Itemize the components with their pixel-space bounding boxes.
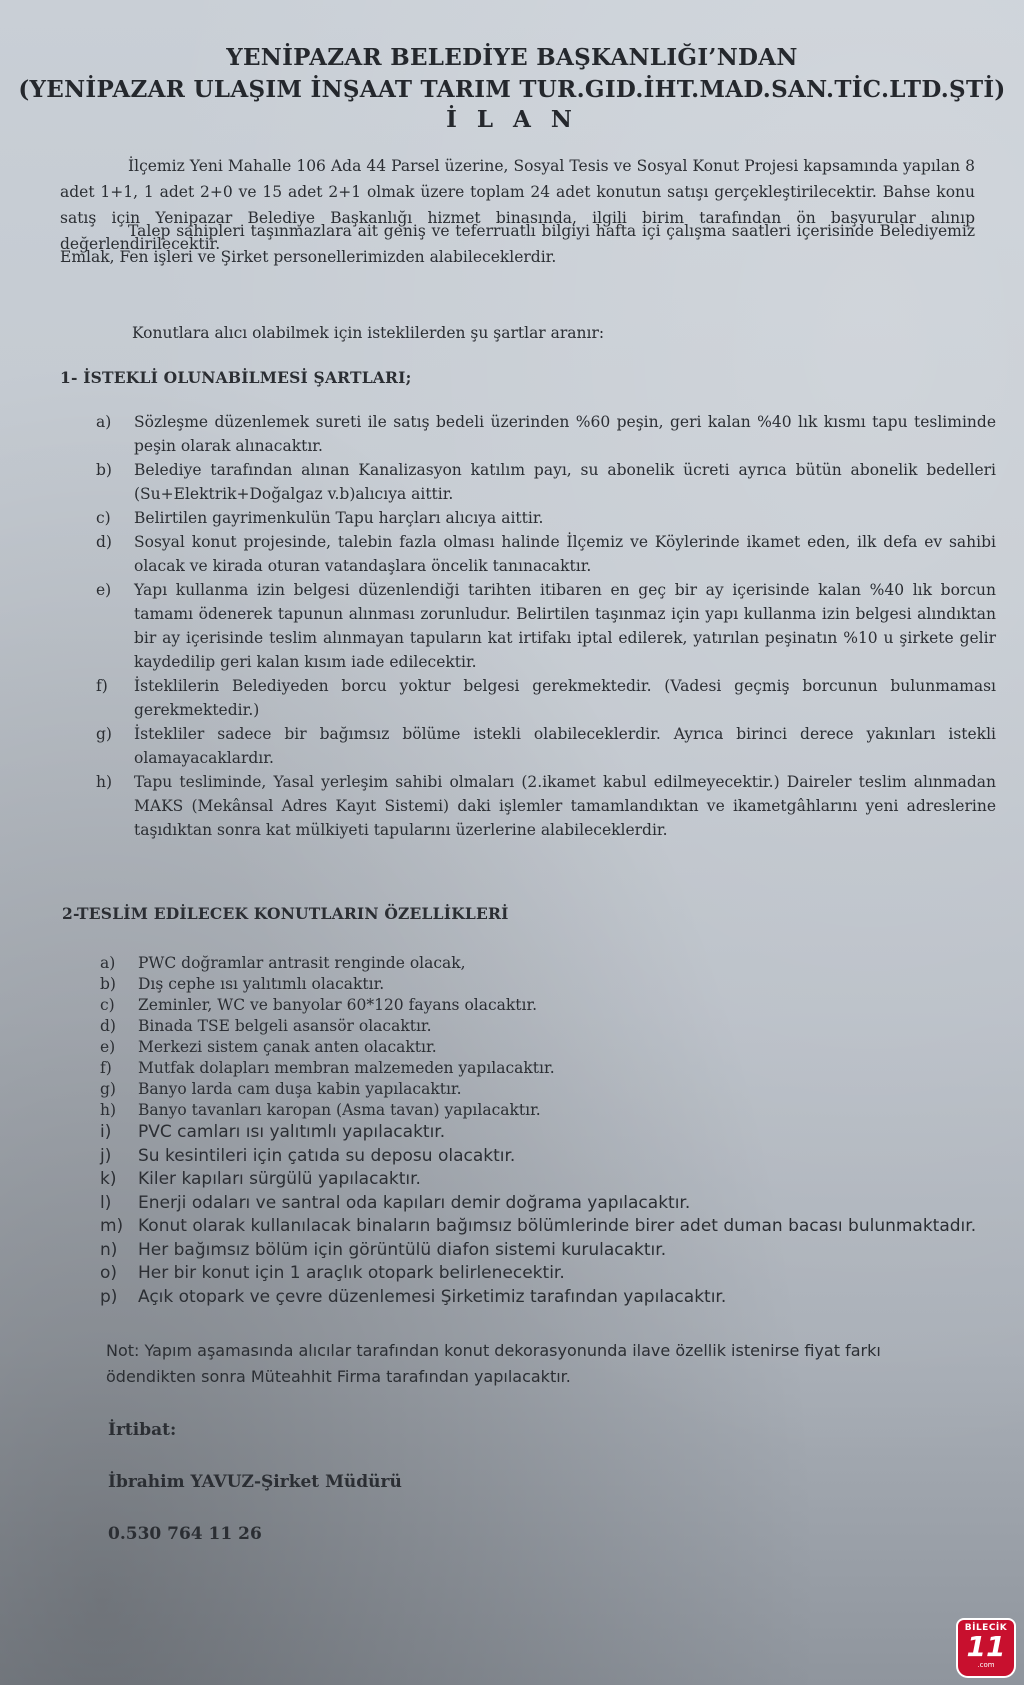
list-marker: d) — [100, 1017, 116, 1035]
note-paragraph: Not: Yapım aşamasında alıcılar tarafından konut dekorasyonunda ilave özellik istenirse fiyat farkı ödendikten sonra Müteahhit Firma tarafından yapılacaktır. — [106, 1341, 881, 1386]
contact-person: İbrahim YAVUZ-Şirket Müdürü — [108, 1472, 402, 1492]
list-text: Tapu tesliminde, Yasal yerleşim sahibi olmaları (2.ikamet kabul edilmeyecektir.) Daireler teslim alınmadan MAKS (Mekânsal Adres Kayıt Sistemi) daki işlemler tamamlandıktan ve ikametgâhlarını yeni adreslerine taşıdıktan sonra kat mülkiyeti tapularını üzerlerine alabileceklerdir. — [134, 773, 996, 839]
list-item — [96, 578, 996, 674]
list-text: Dış cephe ısı yalıtımlı olacaktır. — [138, 975, 385, 993]
list-text: Mutfak dolapları membran malzemeden yapılacaktır. — [138, 1059, 555, 1077]
list-marker: a) — [100, 954, 116, 972]
list-text: Her bir konut için 1 araçlık otopark belirlenecektir. — [138, 1263, 565, 1283]
list-marker: g) — [96, 725, 112, 743]
list-item — [100, 1215, 1000, 1239]
list-marker: d) — [96, 533, 112, 551]
list-text: Açık otopark ve çevre düzenlemesi Şirketimiz tarafından yapılacaktır. — [138, 1286, 727, 1307]
list-item — [100, 1100, 1000, 1121]
list-item — [100, 1145, 1000, 1169]
list-marker: b) — [96, 461, 112, 479]
intro-paragraph-1: İlçemiz Yeni Mahalle 106 Ada 44 Parsel üzerine, Sosyal Tesis ve Sosyal Konut Projesi kapsamında yapılan 8 adet 1+1, 1 adet 2+0 ve 15 adet 2+1 olmak üzere toplam 24 adet konutun satışı gerçekleştirilecektir. Bahse konu satış için Yenipazar Belediye Başkanlığı hizmet binasında, ilgili birim tarafından ön başvurular alınıp değerlendirilecektir. — [60, 157, 975, 253]
list-item — [100, 1037, 1000, 1058]
list-item — [96, 770, 996, 842]
list-item — [96, 674, 996, 722]
list-marker: g) — [100, 1080, 116, 1098]
list-marker: n) — [100, 1239, 118, 1260]
list-text: Sosyal konut projesinde, talebin fazla olması halinde İlçemiz ve Köylerinde ikamet eden, ilk defa ev sahibi olacak ve kirada oturan vatandaşlara öncelik tanınacaktır. — [134, 533, 996, 575]
list-marker: b) — [100, 975, 116, 993]
list-marker: f) — [96, 677, 108, 695]
logo-number: 11 — [966, 1630, 1006, 1663]
intro-paragraph-2: Talep sahipleri taşınmazlara ait geniş ve teferruatlı bilgiyi hafta içi çalışma saatleri içerisinde Belediyemiz Emlak, Fen işleri ve Şirket personellerimizden alabileceklerdir. — [60, 222, 975, 266]
list-item — [100, 1168, 1000, 1192]
list-marker: a) — [96, 413, 112, 431]
list-marker: j) — [100, 1145, 112, 1166]
section-1-title: 1- İSTEKLİ OLUNABİLMESİ ŞARTLARI; — [60, 368, 412, 387]
list-item — [100, 953, 1000, 974]
list-text: İstekliler sadece bir bağımsız bölüme istekli olabileceklerdir. Ayrıca birinci derece yakınları istekli olamayacaklardır. — [134, 725, 996, 767]
list-text: Yapı kullanma izin belgesi düzenlendiği tarihten itibaren en geç bir ay içerisinde kalan %40 lık borcun tamamı ödenerek tapunun alınması zorunludur. Belirtilen taşınmaz için yapı kullanma izin belgesi alındıktan bir ay içerisinde teslim alınmayan tapuların kat irtifakı iptal edilerek, yatırılan peşinatın %10 u şirkete gelir kaydedilip geri kalan kısım iade edilecektir. — [134, 581, 996, 671]
list-marker: e) — [96, 581, 112, 599]
list-text: İsteklilerin Belediyeden borcu yoktur belgesi gerekmektedir. (Vadesi geçmiş borcunun bulunmaması gerekmektedir.) — [134, 677, 996, 719]
header-line-3: İ L A N — [446, 106, 578, 133]
list-item — [100, 995, 1000, 1016]
logo-top-text: BİLECİK — [964, 1623, 1008, 1633]
list-text: Banyo tavanları karopan (Asma tavan) yapılacaktır. — [138, 1101, 541, 1119]
list-text: Kiler kapıları sürgülü yapılacaktır. — [138, 1169, 421, 1189]
list-item — [96, 530, 996, 578]
list-marker: k) — [100, 1169, 117, 1189]
section-1-list — [96, 410, 996, 842]
list-text: Her bağımsız bölüm için görüntülü diafon sistemi kurulacaktır. — [138, 1239, 667, 1260]
list-item — [100, 1262, 1000, 1286]
header-line-2: (YENİPAZAR ULAŞIM İNŞAAT TARIM TUR.GID.İHT.MAD.SAN.TİC.LTD.ŞTİ) — [18, 76, 1006, 103]
list-item — [100, 1192, 1000, 1216]
list-item — [96, 458, 996, 506]
list-item — [96, 722, 996, 770]
list-item — [100, 1079, 1000, 1100]
list-marker: o) — [100, 1263, 118, 1283]
list-marker: h) — [96, 773, 113, 791]
list-marker: p) — [100, 1286, 118, 1307]
list-marker: c) — [100, 996, 115, 1014]
list-marker: i) — [100, 1122, 112, 1142]
list-item — [100, 1058, 1000, 1079]
list-item — [96, 506, 996, 530]
list-item — [100, 1121, 1000, 1145]
list-marker: h) — [100, 1101, 117, 1119]
list-text: Su kesintileri için çatıda su deposu olacaktır. — [138, 1145, 516, 1166]
list-text: Zeminler, WC ve banyolar 60*120 fayans olacaktır. — [138, 996, 538, 1014]
list-marker: m) — [100, 1216, 124, 1236]
list-marker: c) — [96, 509, 111, 527]
list-text: Sözleşme düzenlemek sureti ile satış bedeli üzerinden %60 peşin, geri kalan %40 lık kısmı tapu tesliminde peşin olarak alınacaktır. — [134, 413, 996, 455]
list-text: Belirtilen gayrimenkulün Tapu harçları alıcıya aittir. — [134, 509, 544, 527]
bilecik11-logo — [958, 1620, 1014, 1676]
list-marker: f) — [100, 1059, 112, 1077]
list-text: PWC doğramlar antrasit renginde olacak, — [138, 954, 466, 972]
list-text: Belediye tarafından alınan Kanalizasyon katılım payı, su abonelik ücreti ayrıca bütün abonelik bedelleri (Su+Elektrik+Doğalgaz v.b)alıcıya aittir. — [134, 461, 996, 503]
header-line-1: YENİPAZAR BELEDİYE BAŞKANLIĞI’NDAN — [226, 44, 798, 71]
list-text: Merkezi sistem çanak anten olacaktır. — [138, 1038, 437, 1056]
list-text: PVC camları ısı yalıtımlı yapılacaktır. — [138, 1122, 446, 1142]
list-text: Banyo larda cam duşa kabin yapılacaktır. — [138, 1080, 462, 1098]
section-2-list — [100, 953, 1000, 1309]
list-marker: l) — [100, 1192, 112, 1213]
list-item — [100, 1239, 1000, 1263]
list-item — [100, 974, 1000, 995]
contact-phone: 0.530 764 11 26 — [108, 1524, 262, 1544]
logo-domain: .com — [977, 1661, 995, 1669]
list-item — [100, 1286, 1000, 1310]
section-2-title: 2-TESLİM EDİLECEK KONUTLARIN ÖZELLİKLERİ — [62, 904, 509, 923]
list-text: Konut olarak kullanılacak binaların bağımsız bölümlerinde birer adet duman bacası bulunmaktadır. — [138, 1216, 977, 1236]
list-marker: e) — [100, 1038, 116, 1056]
intro-paragraph-3: Konutlara alıcı olabilmek için isteklilerden şu şartlar aranır: — [132, 324, 605, 342]
list-item — [100, 1016, 1000, 1037]
list-item — [96, 410, 996, 458]
list-text: Binada TSE belgeli asansör olacaktır. — [138, 1017, 432, 1035]
list-text: Enerji odaları ve santral oda kapıları demir doğrama yapılacaktır. — [138, 1192, 691, 1213]
contact-label: İrtibat: — [108, 1420, 177, 1440]
